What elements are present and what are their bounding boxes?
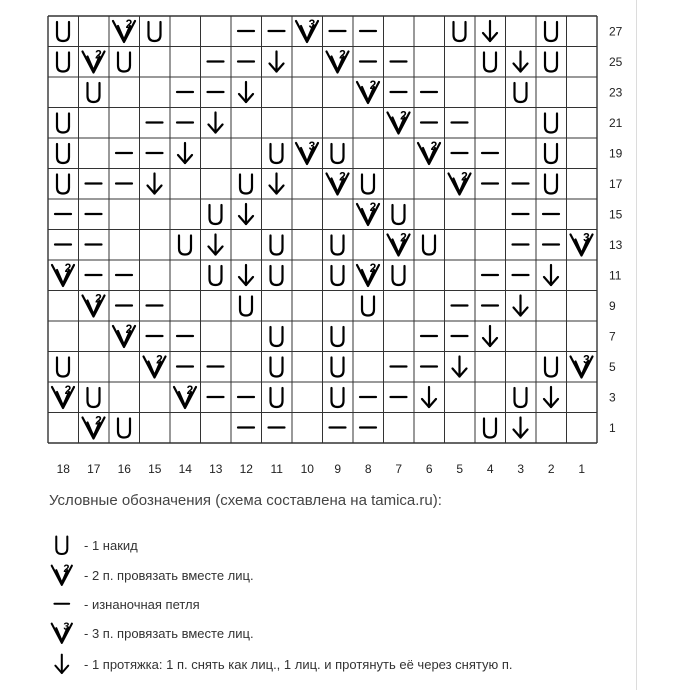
column-label: 10 [300,462,314,476]
svg-text:2: 2 [156,352,163,367]
knit-two-together-icon [52,563,72,585]
svg-text:2: 2 [369,200,377,214]
legend-label: - 2 п. провязать вместе лиц. [84,568,254,583]
column-label: 9 [334,462,342,476]
legend-label: - 3 п. провязать вместе лиц. [84,626,254,641]
column-label: 14 [178,462,192,476]
yarn-over-symbol [271,266,283,285]
column-label: 18 [56,462,70,476]
k3tog-symbol [571,353,593,378]
row-label: 5 [609,359,616,374]
svg-text:2: 2 [63,563,70,576]
svg-text:2: 2 [64,261,72,275]
yarn-over-symbol [332,266,344,285]
svg-text:3: 3 [308,139,316,153]
svg-text:2: 2 [339,47,346,62]
yarn-over-symbol [210,266,222,285]
legend-label: - изнаночная петля [84,597,200,612]
central-decrease-symbol [544,387,558,407]
central-decrease-symbol [514,52,528,72]
svg-text:3: 3 [308,17,316,31]
central-decrease-symbol [239,82,253,102]
central-decrease-symbol [453,357,467,377]
central-decrease-symbol [514,418,528,438]
yarn-over-symbol [484,419,496,438]
yarn-over-icon [56,537,67,554]
k3tog-symbol [296,17,318,42]
svg-text:3: 3 [63,621,70,634]
svg-text:3: 3 [583,352,590,367]
svg-text:2: 2 [430,139,438,153]
row-label: 19 [609,146,623,161]
k2tog-symbol [83,292,105,317]
k2tog-symbol [52,383,74,408]
k2tog-symbol [144,353,166,378]
yarn-over-symbol [332,388,344,407]
column-label: 5 [456,462,464,476]
column-label: 11 [270,462,283,476]
legend-label: - 1 протяжка: 1 п. снять как лиц., 1 лиц. и протянуть её через снятую п. [84,657,513,672]
k2tog-symbol [388,231,410,256]
knit-three-together-icon [52,621,72,643]
legend-label: - 1 накид [84,538,138,553]
svg-text:2: 2 [400,108,407,123]
column-label: 16 [117,462,131,476]
svg-text:3: 3 [583,230,590,245]
k3tog-symbol [571,231,593,256]
yarn-over-icon [48,533,78,559]
yarn-over-symbol [88,388,100,407]
svg-text:2: 2 [125,17,133,31]
column-label: 7 [395,462,403,476]
k2tog-symbol [52,261,74,286]
yarn-over-symbol [118,53,130,72]
purl-icon [48,592,78,618]
row-label: 27 [609,24,623,39]
column-label: 8 [364,462,372,476]
central-decrease-symbol [239,265,253,285]
yarn-over-symbol [57,358,69,377]
yarn-over-symbol [515,83,527,102]
yarn-over-symbol [88,83,100,102]
yarn-over-symbol [484,53,496,72]
yarn-over-symbol [271,388,283,407]
yarn-over-symbol [57,175,69,194]
yarn-over-symbol [271,327,283,346]
row-label: 25 [609,54,623,69]
column-label: 2 [547,462,555,476]
svg-text:2: 2 [64,383,72,397]
svg-text:2: 2 [95,47,102,62]
k2tog-symbol [113,17,135,42]
k2tog-symbol [449,170,471,195]
row-label: 1 [609,420,616,435]
central-decrease-symbol [483,21,497,41]
yarn-over-symbol [545,114,557,133]
yarn-over-symbol [57,22,69,41]
legend-item-k2tog [48,563,628,589]
yarn-over-symbol [271,358,283,377]
k2tog-symbol [327,48,349,73]
k2tog-symbol [83,414,105,439]
yarn-over-symbol [362,297,374,316]
column-label: 12 [239,462,253,476]
central-decrease-symbol [483,326,497,346]
row-label: 3 [609,390,616,405]
central-decrease-symbol [209,113,223,133]
row-label: 13 [609,237,623,252]
k2tog-symbol [357,200,379,225]
k2tog-symbol [83,48,105,73]
yarn-over-symbol [545,53,557,72]
yarn-over-symbol [515,388,527,407]
svg-text:2: 2 [369,261,377,275]
k2tog-symbol [357,261,379,286]
svg-text:2: 2 [125,322,133,336]
svg-text:2: 2 [95,291,102,306]
row-label: 23 [609,85,623,100]
svg-text:2: 2 [95,413,102,428]
central-decrease-symbol [178,143,192,163]
yarn-over-symbol [393,205,405,224]
row-label: 7 [609,329,616,344]
legend-item-k3tog [48,621,628,647]
yarn-over-symbol [545,175,557,194]
row-label: 11 [609,268,622,283]
column-label: 6 [425,462,433,476]
central-decrease-icon [48,652,78,678]
legend-item-purl [48,592,628,618]
svg-text:2: 2 [186,383,194,397]
row-label: 9 [609,298,616,313]
column-label: 17 [87,462,101,476]
yarn-over-symbol [118,419,130,438]
yarn-over-symbol [149,22,161,41]
central-decrease-symbol [270,52,284,72]
yarn-over-symbol [454,22,466,41]
svg-text:2: 2 [339,169,346,184]
row-label: 21 [609,115,623,130]
legend-item-central-decrease [48,652,628,678]
central-decrease-symbol [514,296,528,316]
k2tog-symbol [357,78,379,103]
yarn-over-symbol [271,236,283,255]
column-label: 4 [486,462,494,476]
k2tog-symbol [174,383,196,408]
yarn-over-symbol [332,144,344,163]
yarn-over-symbol [332,358,344,377]
yarn-over-symbol [332,327,344,346]
svg-text:2: 2 [400,230,407,245]
row-label: 17 [609,176,623,191]
yarn-over-symbol [57,114,69,133]
yarn-over-symbol [57,53,69,72]
yarn-over-symbol [393,266,405,285]
yarn-over-symbol [545,22,557,41]
central-decrease-icon [55,655,68,673]
page-border [636,0,637,690]
yarn-over-symbol [332,236,344,255]
k2tog-symbol [418,139,440,164]
legend-item-yarn-over [48,533,628,559]
central-decrease-symbol [239,204,253,224]
yarn-over-symbol [179,236,191,255]
k2tog-symbol [327,170,349,195]
yarn-over-symbol [545,358,557,377]
central-decrease-symbol [544,265,558,285]
column-label: 1 [578,462,586,476]
central-decrease-symbol [270,174,284,194]
svg-text:2: 2 [369,78,377,92]
column-label: 13 [209,462,223,476]
k2tog-symbol [388,109,410,134]
yarn-over-symbol [240,175,252,194]
k2tog-symbol [113,322,135,347]
central-decrease-symbol [209,235,223,255]
yarn-over-symbol [423,236,435,255]
column-label: 3 [517,462,525,476]
knit-two-together-icon [48,563,78,589]
legend-title: Условные обозначения (схема составлена на tamica.ru): [49,492,442,509]
yarn-over-symbol [210,205,222,224]
knit-three-together-icon [48,621,78,647]
row-label: 15 [609,207,623,222]
k3tog-symbol [296,139,318,164]
svg-text:2: 2 [461,169,468,184]
yarn-over-symbol [240,297,252,316]
column-label: 15 [148,462,162,476]
yarn-over-symbol [57,144,69,163]
yarn-over-symbol [271,144,283,163]
yarn-over-symbol [362,175,374,194]
central-decrease-symbol [422,387,436,407]
yarn-over-symbol [545,144,557,163]
central-decrease-symbol [148,174,162,194]
